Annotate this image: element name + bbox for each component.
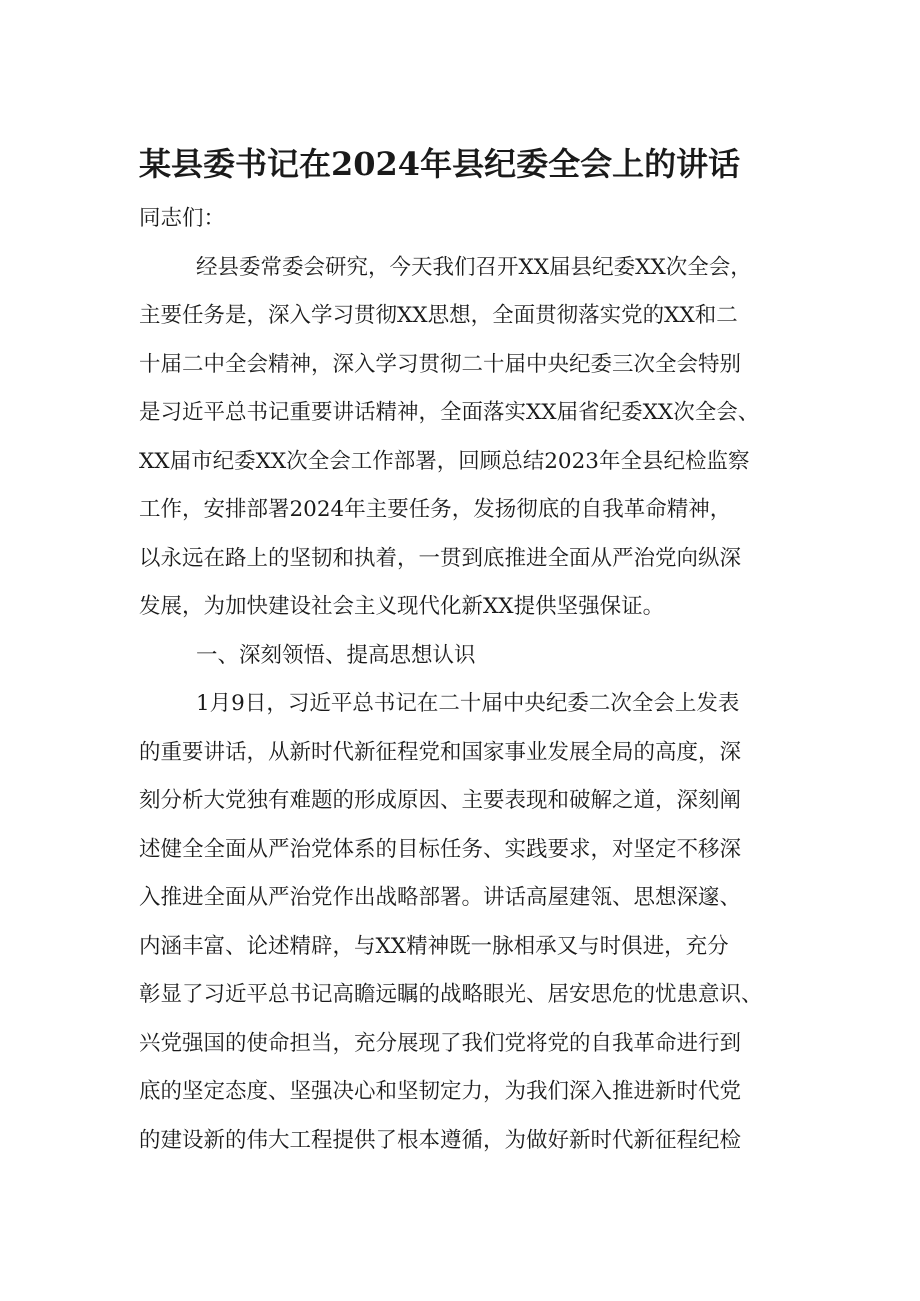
greeting: 同志们： bbox=[139, 206, 226, 231]
body-line: 述健全全面从严治党体系的目标任务、实践要求，对坚定不移深 bbox=[139, 836, 742, 862]
section-heading: 一、深刻领悟、提高思想认识 bbox=[196, 642, 476, 668]
body-line: 入推进全面从严治党作出战略部署。讲话高屋建瓴、思想深邃、 bbox=[139, 885, 742, 910]
body-line: 经县委常委会研究，今天我们召开XX届县纪委XX次全会， bbox=[196, 254, 752, 280]
body-line: 是习近平总书记重要讲话精神，全面落实XX届省纪委XX次全会、 bbox=[139, 400, 760, 425]
body-line: XX届市纪委XX次全会工作部署，回顾总结2023年全县纪检监察 bbox=[139, 448, 750, 474]
body-line: 兴党强国的使命担当，充分展现了我们党将党的自我革命进行到 bbox=[139, 1030, 742, 1056]
document-title: 某县委书记在2024年县纪委全会上的讲话 bbox=[139, 145, 741, 183]
body-line: 内涵丰富、论述精辟，与XX精神既一脉相承又与时俱进，充分 bbox=[139, 933, 729, 959]
body-line: 主要任务是，深入学习贯彻XX思想，全面贯彻落实党的XX和二 bbox=[139, 303, 738, 328]
body-line: 工作，安排部署2024年主要任务，发扬彻底的自我革命精神， bbox=[139, 497, 732, 522]
body-line: 底的坚定态度、坚强决心和坚韧定力，为我们深入推进新时代党 bbox=[139, 1079, 742, 1104]
body-line: 1月9日，习近平总书记在二十届中央纪委二次全会上发表 bbox=[196, 691, 740, 716]
body-line: 的建设新的伟大工程提供了根本遵循，为做好新时代新征程纪检 bbox=[139, 1127, 742, 1153]
body-line: 彰显了习近平总书记高瞻远瞩的战略眼光、居安思危的忧患意识、 bbox=[139, 982, 763, 1007]
document-body bbox=[139, 195, 799, 1165]
body-line: 刻分析大党独有难题的形成原因、主要表现和破解之道，深刻阐 bbox=[139, 788, 742, 813]
body-line: 以永远在路上的坚韧和执着，一贯到底推进全面从严治党向纵深 bbox=[139, 545, 742, 571]
body-line: 的重要讲话，从新时代新征程党和国家事业发展全局的高度，深 bbox=[139, 739, 742, 765]
body-line: 十届二中全会精神，深入学习贯彻二十届中央纪委三次全会特别 bbox=[139, 351, 742, 377]
body-line: 发展，为加快建设社会主义现代化新XX提供坚强保证。 bbox=[139, 594, 665, 619]
